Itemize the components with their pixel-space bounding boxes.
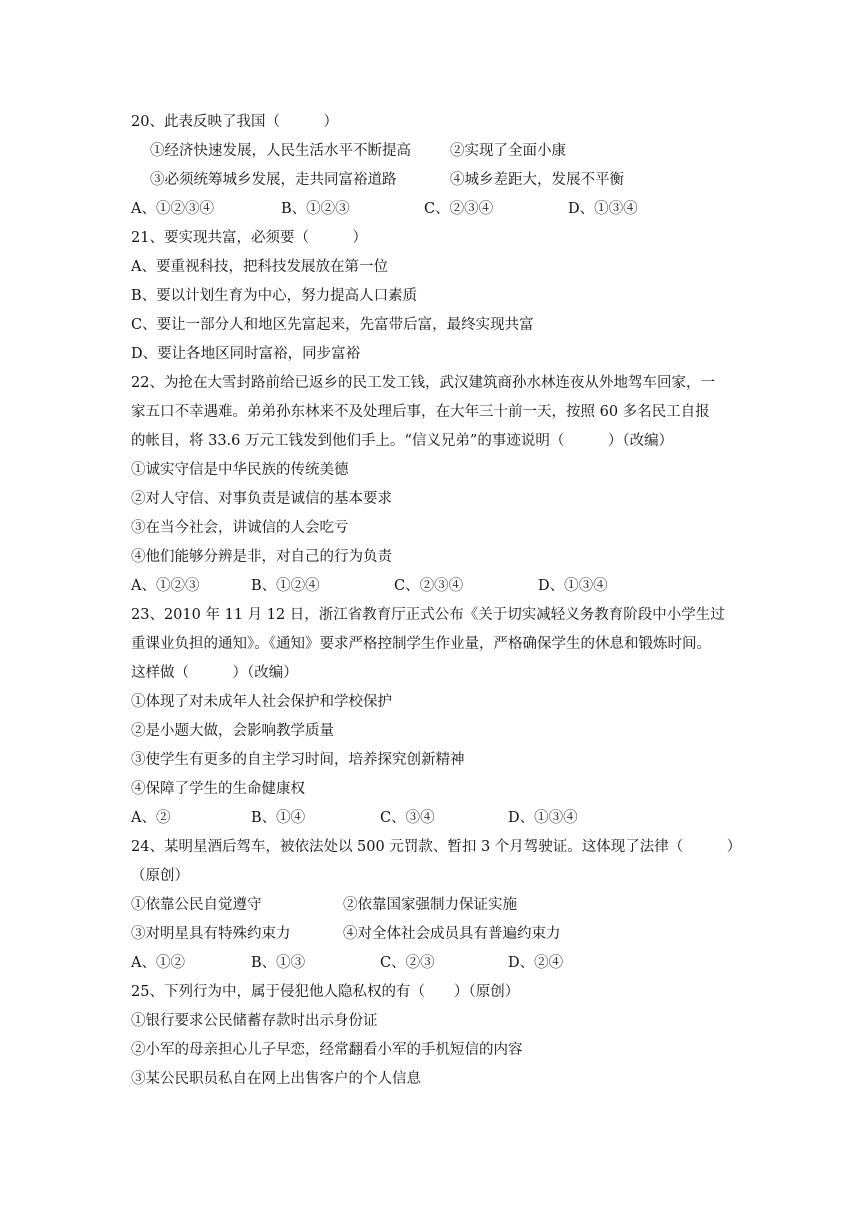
question-20-item-4: ④城乡差距大，发展不平衡	[450, 172, 624, 188]
choice-d: D、①③④	[568, 201, 638, 217]
question-22-item-4: ④他们能够分辨是非，对自己的行为负责	[131, 549, 392, 565]
question-23-item-4: ④保障了学生的生命健康权	[131, 781, 305, 797]
question-24-item-2: ②依靠国家强制力保证实施	[343, 897, 517, 913]
choice-a: A、①②	[131, 955, 185, 971]
choice-a: A、①②③④	[131, 201, 214, 217]
question-22-item-3: ③在当今社会，讲诚信的人会吃亏	[131, 520, 349, 536]
choice-b: B、①②③	[281, 201, 350, 217]
question-23-stem-line-2: 重课业负担的通知》。《通知》要求严格控制学生作业量，严格确保学生的休息和锻炼时间。	[131, 636, 711, 652]
question-25-stem: 25、下列行为中，属于侵犯他人隐私权的有（ ）（原创）	[131, 984, 520, 1000]
question-24-stem-line-2: （原创）	[131, 868, 189, 884]
question-21-choice-b: B、要以计划生育为中心，努力提高人口素质	[131, 288, 418, 304]
question-20-item-2: ②实现了全面小康	[450, 143, 566, 159]
question-23-item-3: ③使学生有更多的自主学习时间，培养探究创新精神	[131, 752, 465, 768]
question-21-choice-a: A、要重视科技，把科技发展放在第一位	[131, 259, 388, 275]
choice-c: C、③④	[380, 810, 435, 826]
choice-b: B、①③	[251, 955, 306, 971]
choice-c: C、②③	[380, 955, 435, 971]
choice-c: C、②③④	[424, 201, 494, 217]
choice-d: D、①③④	[508, 810, 578, 826]
choice-a: A、①②③	[131, 578, 200, 594]
question-25-item-2: ②小军的母亲担心儿子早恋，经常翻看小军的手机短信的内容	[131, 1042, 523, 1058]
question-23-stem-line-1: 23、2010 年 11 月 12 日，浙江省教育厅正式公布《关于切实减轻义务教育阶段中小学生过	[131, 607, 725, 623]
question-21-choice-d: D、要让各地区同时富裕，同步富裕	[131, 346, 361, 362]
question-24-stem-line-1: 24、某明星酒后驾车，被依法处以 500 元罚款、暂扣 3 个月驾驶证。这体现了法律（ ）	[131, 839, 742, 855]
choice-c: C、②③④	[394, 578, 464, 594]
choice-b: B、①②④	[251, 578, 320, 594]
question-21-stem: 21、要实现共富，必须要（ ）	[131, 230, 367, 246]
question-21-choice-c: C、要让一部分人和地区先富起来，先富带后富，最终实现共富	[131, 317, 534, 333]
question-22-stem-line-1: 22、为抢在大雪封路前给已返乡的民工发工钱，武汉建筑商孙水林连夜从外地驾车回家，一	[131, 375, 715, 391]
choice-b: B、①④	[251, 810, 306, 826]
question-23-item-1: ①体现了对未成年人社会保护和学校保护	[131, 694, 392, 710]
question-23-item-2: ②是小题大做，会影响教学质量	[131, 723, 334, 739]
question-22-item-1: ①诚实守信是中华民族的传统美德	[131, 462, 349, 478]
choice-d: D、②④	[508, 955, 564, 971]
question-20-stem: 20、此表反映了我国（ ）	[131, 114, 338, 130]
question-20-item-1: ①经济快速发展，人民生活水平不断提高	[150, 143, 411, 159]
choice-a: A、②	[131, 810, 171, 826]
question-20-item-3: ③必须统筹城乡发展，走共同富裕道路	[150, 172, 397, 188]
question-23-stem-line-3: 这样做（ ）（改编）	[131, 665, 298, 681]
question-24-item-4: ④对全体社会成员具有普遍约束力	[343, 926, 561, 942]
question-25-item-1: ①银行要求公民储蓄存款时出示身份证	[131, 1013, 378, 1029]
question-22-item-2: ②对人守信、对事负责是诚信的基本要求	[131, 491, 392, 507]
question-24-item-1: ①依靠公民自觉遵守	[131, 897, 262, 913]
question-22-stem-line-3: 的帐目，将 33.6 万元工钱发到他们手上。“信义兄弟”的事迹说明（ ）（改编）	[131, 433, 674, 449]
question-22-stem-line-2: 家五口不幸遇难。弟弟孙东林来不及处理后事，在大年三十前一天，按照 60 多名民工自报	[131, 404, 710, 420]
question-25-item-3: ③某公民职员私自在网上出售客户的个人信息	[131, 1071, 421, 1087]
question-24-item-3: ③对明星具有特殊约束力	[131, 926, 291, 942]
choice-d: D、①③④	[538, 578, 608, 594]
